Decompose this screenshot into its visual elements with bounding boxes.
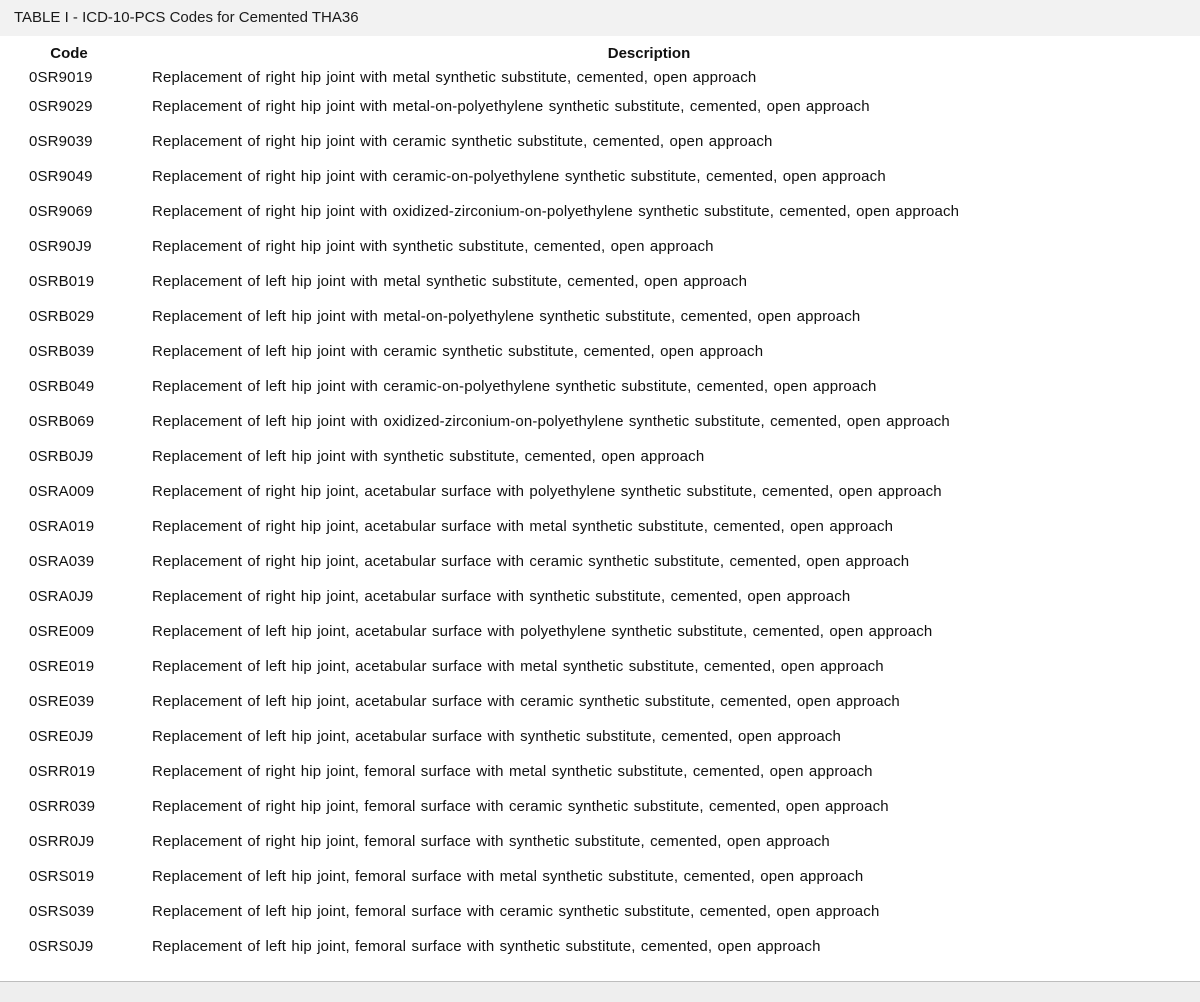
code-cell: 0SRA019 <box>29 518 95 535</box>
code-cell: 0SRB049 <box>29 378 95 395</box>
description-cell: Replacement of left hip joint with synthetic substitute, cemented, open approach <box>152 448 705 465</box>
code-cell: 0SRE009 <box>29 623 95 640</box>
code-cell: 0SRR019 <box>29 763 96 780</box>
code-cell: 0SRB0J9 <box>29 448 94 465</box>
code-cell: 0SR9049 <box>29 168 93 185</box>
table-caption-bar <box>0 0 1200 36</box>
table-row <box>0 168 1200 203</box>
code-cell: 0SRA009 <box>29 483 95 500</box>
description-cell: Replacement of left hip joint, femoral surface with synthetic substitute, cemented, open approach <box>152 938 821 955</box>
description-cell: Replacement of right hip joint, femoral surface with synthetic substitute, cemented, open approach <box>152 833 830 850</box>
table-row <box>0 553 1200 588</box>
description-cell: Replacement of right hip joint with metal-on-polyethylene synthetic substitute, cemented, open approach <box>152 98 870 115</box>
code-cell: 0SRE019 <box>29 658 95 675</box>
table-row <box>0 133 1200 168</box>
table-row <box>0 448 1200 483</box>
description-cell: Replacement of left hip joint, acetabular surface with synthetic substitute, cemented, open approach <box>152 728 842 745</box>
description-cell: Replacement of right hip joint, acetabular surface with metal synthetic substitute, cemented, open approach <box>152 518 894 535</box>
description-cell: Replacement of left hip joint, femoral surface with ceramic synthetic substitute, cemented, open approach <box>152 903 880 920</box>
table-row <box>0 413 1200 448</box>
code-cell: 0SRB029 <box>29 308 95 325</box>
table-row <box>0 483 1200 518</box>
code-cell: 0SRA039 <box>29 553 95 570</box>
description-cell: Replacement of left hip joint with ceramic synthetic substitute, cemented, open approach <box>152 343 764 360</box>
code-cell: 0SRR039 <box>29 798 96 815</box>
code-cell: 0SRS039 <box>29 903 95 920</box>
code-cell: 0SRR0J9 <box>29 833 95 850</box>
table-row <box>0 903 1200 938</box>
description-cell: Replacement of left hip joint with metal synthetic substitute, cemented, open approach <box>152 273 748 290</box>
table-row <box>0 308 1200 343</box>
code-cell: 0SR90J9 <box>29 238 92 255</box>
description-cell: Replacement of left hip joint with ceramic-on-polyethylene synthetic substitute, cemented, open approach <box>152 378 877 395</box>
code-cell: 0SRB069 <box>29 413 95 430</box>
table-row <box>0 273 1200 308</box>
table-row <box>0 833 1200 868</box>
description-cell: Replacement of left hip joint, acetabular surface with metal synthetic substitute, cemented, open approach <box>152 658 884 675</box>
description-cell: Replacement of right hip joint, femoral surface with ceramic synthetic substitute, cemented, open approach <box>152 798 889 815</box>
table-row <box>0 938 1200 973</box>
description-cell: Replacement of right hip joint, femoral surface with metal synthetic substitute, cemented, open approach <box>152 763 873 780</box>
description-cell: Replacement of right hip joint, acetabular surface with synthetic substitute, cemented, open approach <box>152 588 851 605</box>
description-cell: Replacement of left hip joint with metal-on-polyethylene synthetic substitute, cemented, open approach <box>152 308 861 325</box>
description-cell: Replacement of left hip joint, femoral surface with metal synthetic substitute, cemented, open approach <box>152 868 864 885</box>
table-row <box>0 798 1200 833</box>
description-cell: Replacement of right hip joint, acetabular surface with polyethylene synthetic substitute, cemented, open approach <box>152 483 942 500</box>
table-row <box>0 63 1200 98</box>
icd-codes-table <box>0 43 1200 973</box>
table-row <box>0 868 1200 903</box>
code-cell: 0SRE039 <box>29 693 95 710</box>
table-row <box>0 588 1200 623</box>
description-cell: Replacement of right hip joint with ceramic-on-polyethylene synthetic substitute, cemented, open approach <box>152 168 886 185</box>
table-row <box>0 203 1200 238</box>
table-header-row <box>0 43 1200 63</box>
table-row <box>0 378 1200 413</box>
table-row <box>0 728 1200 763</box>
table-row <box>0 658 1200 693</box>
code-cell: 0SR9029 <box>29 98 93 115</box>
table-row <box>0 693 1200 728</box>
description-cell: Replacement of left hip joint, acetabular surface with polyethylene synthetic substitute, cemented, open approach <box>152 623 933 640</box>
code-cell: 0SR9019 <box>29 69 93 86</box>
description-cell: Replacement of right hip joint with metal synthetic substitute, cemented, open approach <box>152 69 757 86</box>
column-header-description: Description <box>607 44 691 62</box>
table-row <box>0 238 1200 273</box>
description-cell: Replacement of right hip joint with synthetic substitute, cemented, open approach <box>152 238 714 255</box>
table-caption: TABLE I - ICD-10-PCS Codes for Cemented THA36 <box>14 9 359 26</box>
table-row <box>0 98 1200 133</box>
bottom-scroll-region <box>0 981 1200 1002</box>
code-cell: 0SRE0J9 <box>29 728 94 745</box>
description-cell: Replacement of left hip joint with oxidized-zirconium-on-polyethylene synthetic substitute, cemented, open approach <box>152 413 950 430</box>
description-cell: Replacement of right hip joint, acetabular surface with ceramic synthetic substitute, cemented, open approach <box>152 553 910 570</box>
code-cell: 0SRB039 <box>29 343 95 360</box>
table-row <box>0 343 1200 378</box>
table-row <box>0 518 1200 553</box>
code-cell: 0SRA0J9 <box>29 588 94 605</box>
description-cell: Replacement of right hip joint with ceramic synthetic substitute, cemented, open approach <box>152 133 773 150</box>
code-cell: 0SR9039 <box>29 133 93 150</box>
table-row <box>0 763 1200 798</box>
description-cell: Replacement of left hip joint, acetabular surface with ceramic synthetic substitute, cemented, open approach <box>152 693 900 710</box>
table-row <box>0 623 1200 658</box>
code-cell: 0SRS0J9 <box>29 938 94 955</box>
code-cell: 0SRS019 <box>29 868 95 885</box>
code-cell: 0SRB019 <box>29 273 95 290</box>
column-header-code: Code <box>50 44 88 62</box>
description-cell: Replacement of right hip joint with oxidized-zirconium-on-polyethylene synthetic substitute, cemented, open approach <box>152 203 960 220</box>
table-body <box>0 63 1200 973</box>
code-cell: 0SR9069 <box>29 203 93 220</box>
